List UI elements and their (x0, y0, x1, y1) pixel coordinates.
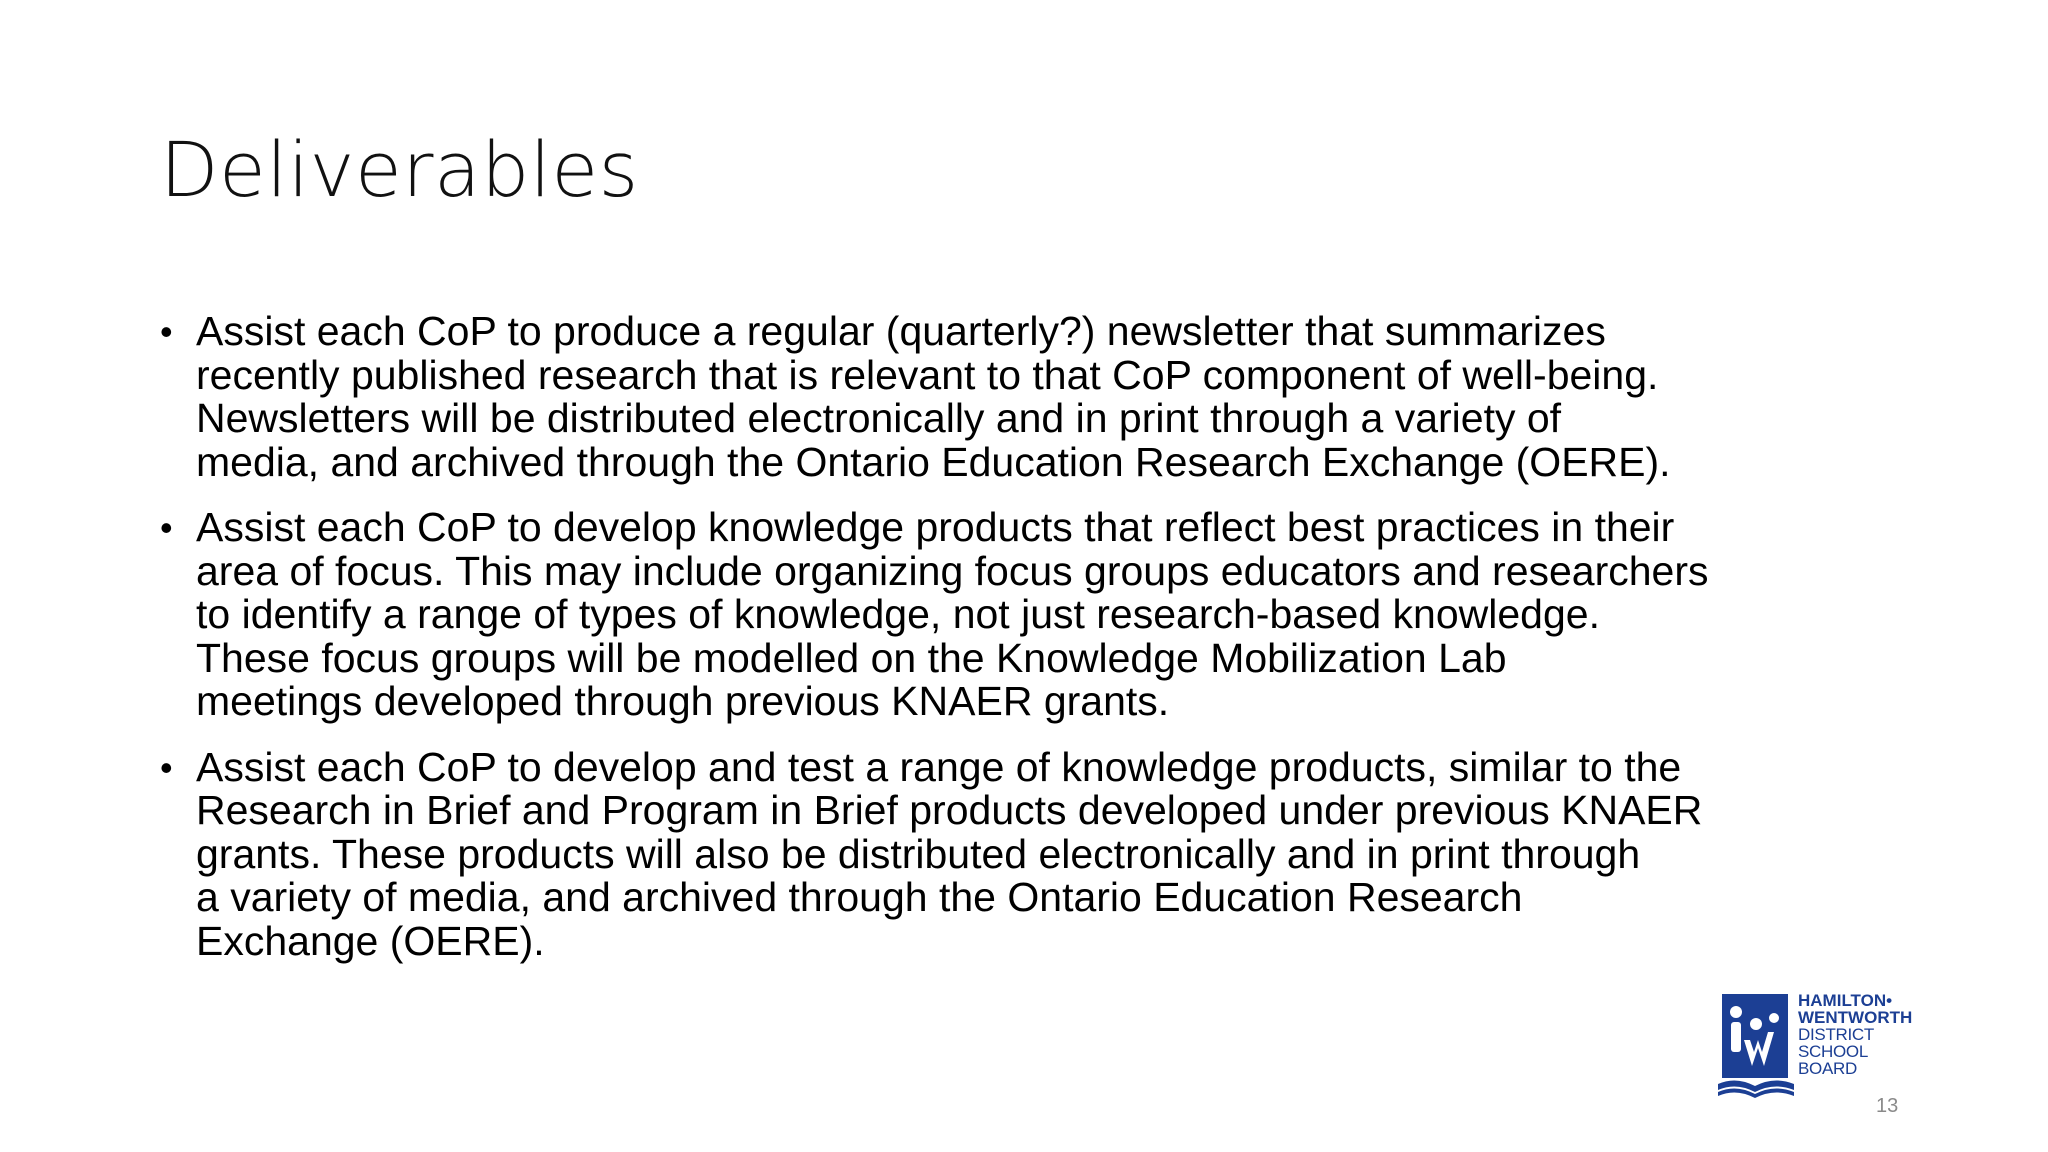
hwdsb-logo-mark-icon (1716, 992, 1796, 1104)
bullet-3-line-1: Assist each CoP to develop and test a range of knowledge products, similar to the (196, 743, 1682, 790)
logo-line-district: DISTRICT (1798, 1025, 1874, 1044)
hwdsb-logo-text (1798, 992, 1912, 1077)
bullet-2-line-1: Assist each CoP to develop knowledge products that reflect best practices in their (196, 504, 1675, 550)
bullet-1-line-3: Newsletters will be distributed electronically and in print through a variety of (196, 395, 1562, 441)
bullet-3-line-2: Research in Brief and Program in Brief products developed under previous KNAER (196, 787, 1703, 833)
bullet-3-line-3: grants. These products will also be distributed electronically and in print through (196, 830, 1641, 877)
bullet-1-line-4: media, and archived through the Ontario Education Research Exchange (OERE). (196, 438, 1671, 485)
bullet-marker: • (160, 746, 173, 788)
bullet-2-line-5: meetings developed through previous KNAER grants. (196, 678, 1170, 724)
bullet-marker: • (160, 311, 173, 352)
page-number: 13 (1876, 1095, 1899, 1117)
bullet-list (160, 310, 1920, 985)
logo-line-wentworth: WENTWORTH (1798, 1008, 1913, 1027)
slide-title: Deliverables (160, 125, 639, 214)
bullet-2-line-3: to identify a range of types of knowledge, not just research-based knowledge. (196, 591, 1600, 637)
bullet-1-line-1: Assist each CoP to produce a regular (quarterly?) newsletter that summarizes (196, 308, 1606, 354)
bullet-1-line-2: recently published research that is relevant to that CoP component of well-being. (196, 351, 1659, 398)
logo-line-hamilton: HAMILTON• (1798, 991, 1893, 1010)
bullet-2-line-2: area of focus. This may include organizing focus groups educators and researchers (196, 547, 1709, 594)
hwdsb-logo (1716, 992, 1926, 1104)
bullet-2-line-4: These focus groups will be modelled on the Knowledge Mobilization Lab (196, 634, 1507, 681)
bullet-3-line-4: a variety of media, and archived through the Ontario Education Research (196, 874, 1523, 920)
bullet-marker: • (160, 507, 173, 548)
logo-line-board: BOARD (1798, 1059, 1857, 1078)
logo-line-school: SCHOOL (1798, 1042, 1868, 1061)
bullet-item-1 (160, 310, 1920, 484)
bullet-item-2 (160, 506, 1920, 724)
bullet-item-3 (160, 743, 1920, 964)
bullet-3-line-5: Exchange (OERE). (196, 917, 545, 964)
